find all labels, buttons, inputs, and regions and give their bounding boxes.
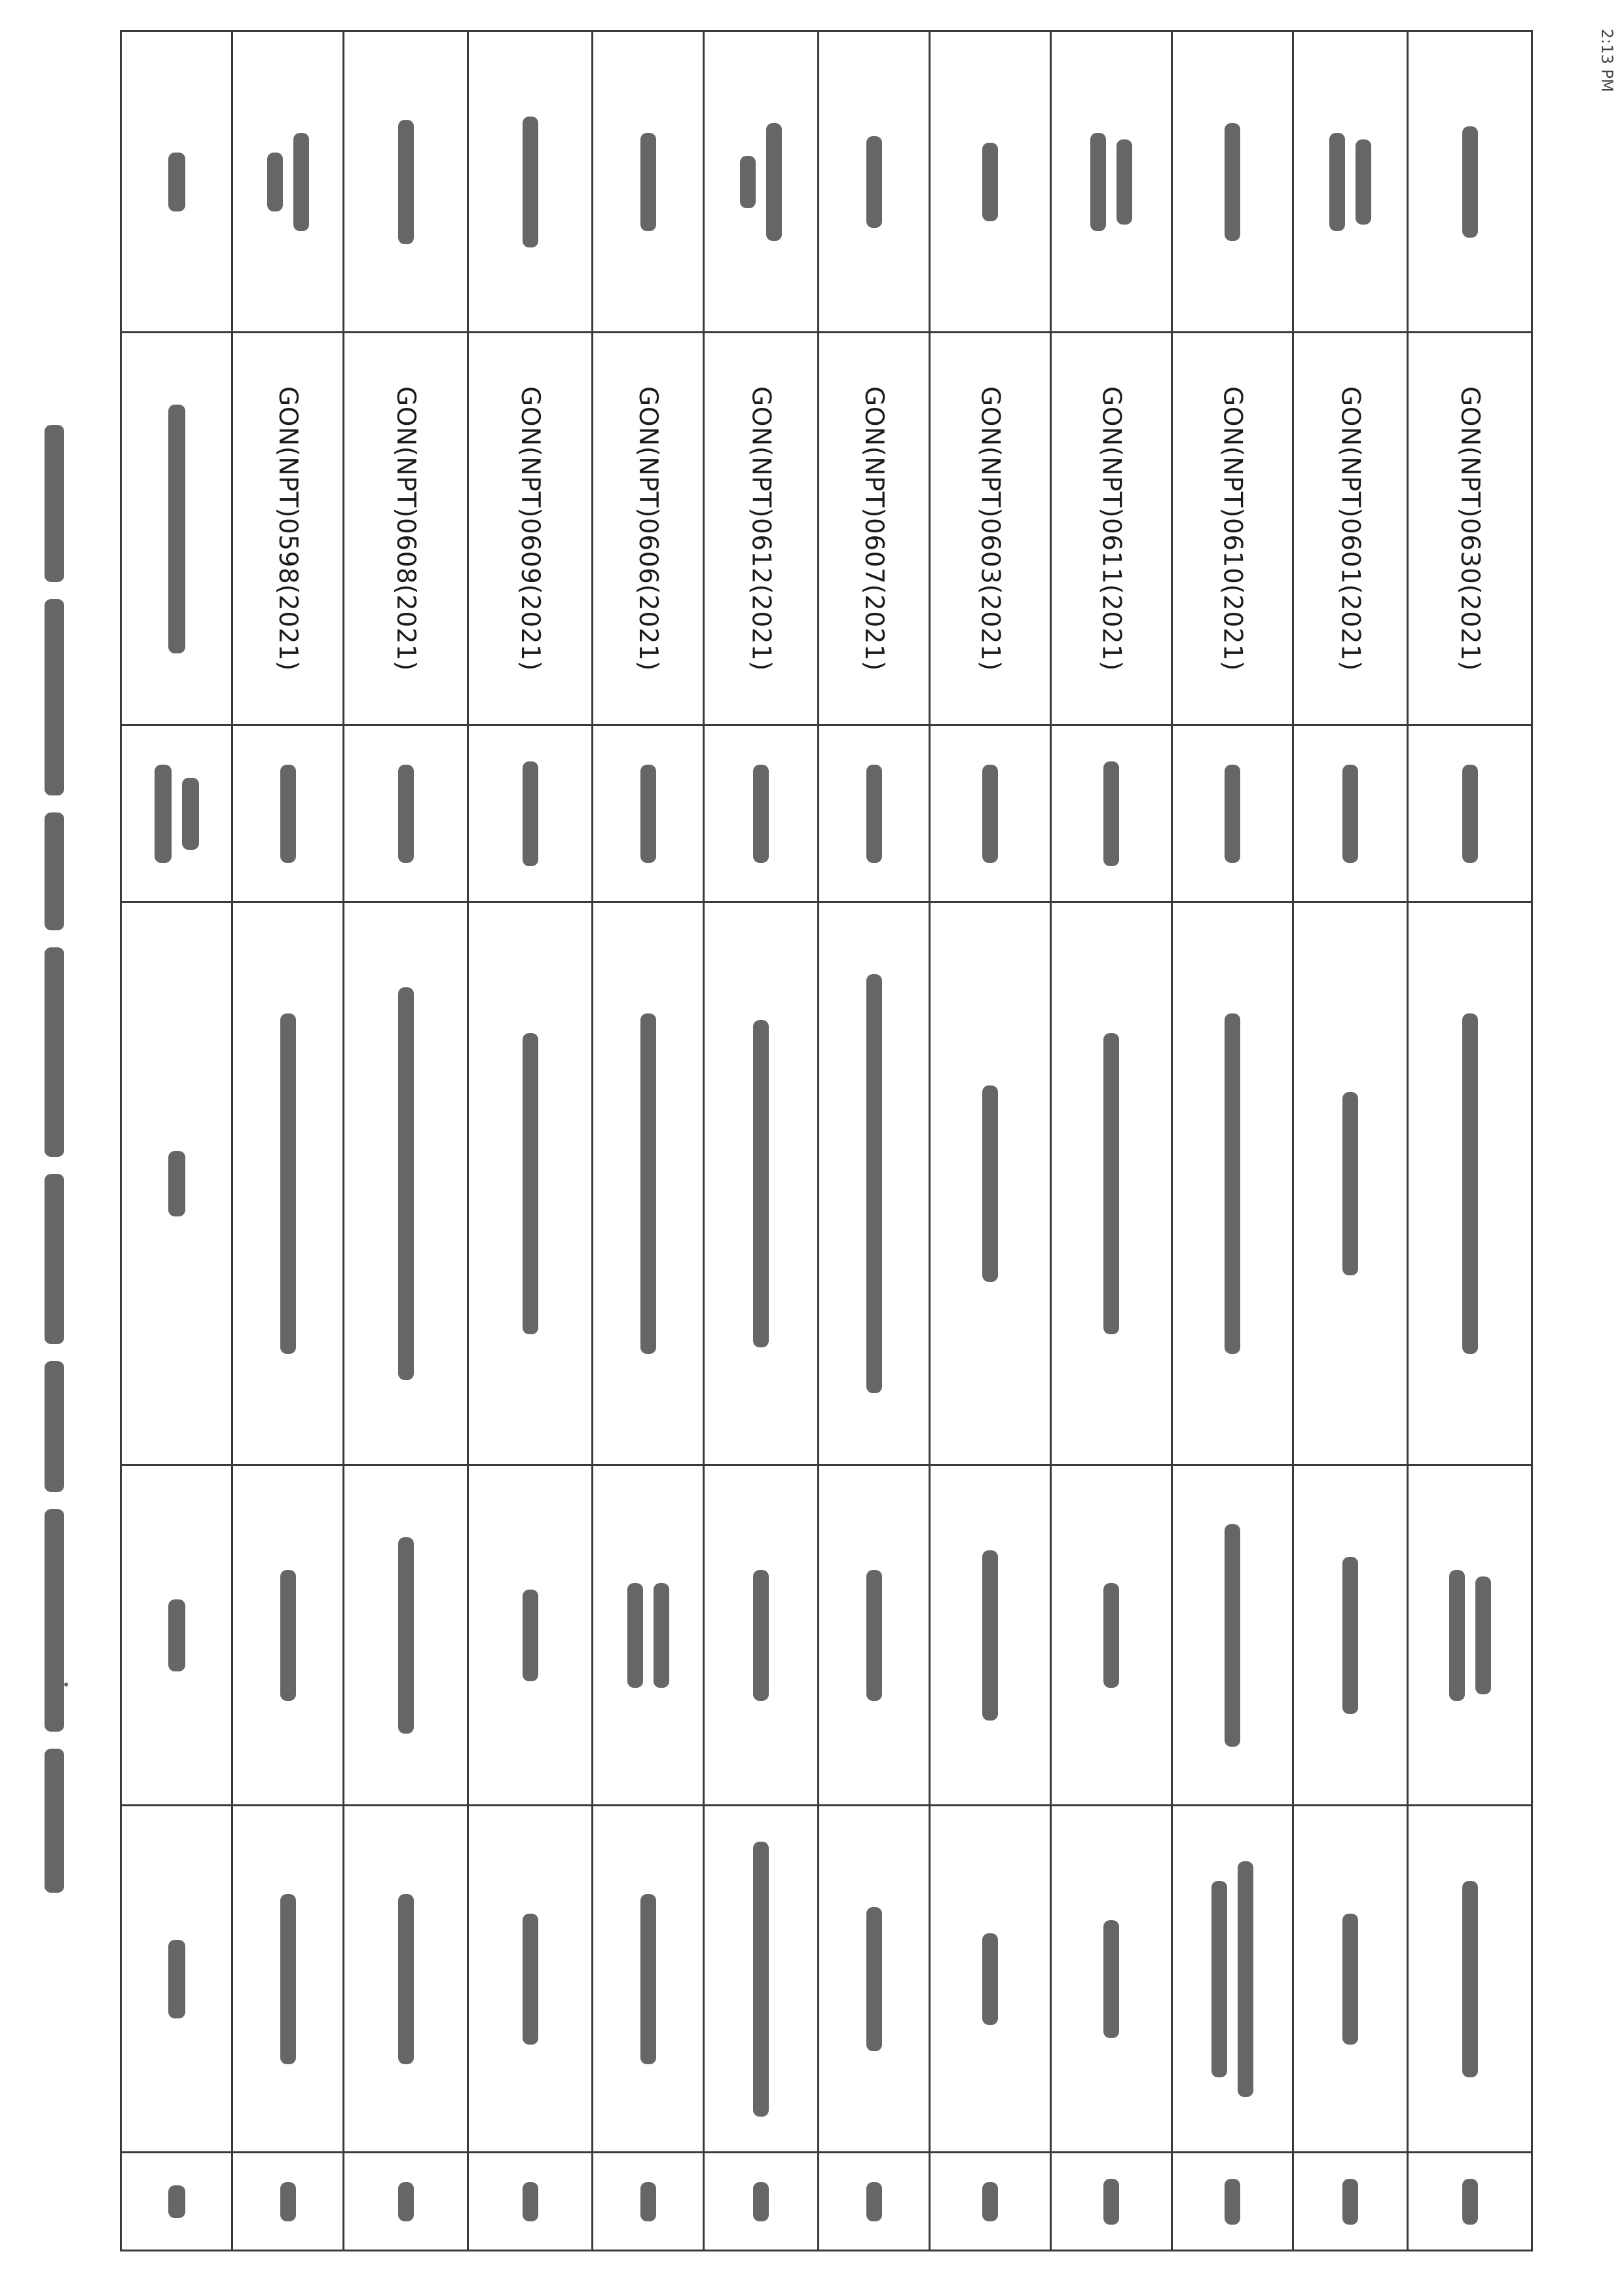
cell-license-type [1051,725,1172,902]
remark-column [121,31,1532,333]
untranscribed-text-placeholder [1462,1881,1478,2077]
cell-remark [930,31,1051,333]
cell-name [344,1806,468,2153]
no-column [121,2153,1532,2251]
cell-subject [704,1465,819,1806]
subject-column [121,1465,1532,1806]
cell-subject [1293,1465,1408,1806]
untranscribed-text-placeholder [1103,761,1119,866]
untranscribed-text-placeholder [1342,2179,1358,2225]
untranscribed-text-placeholder [1211,1861,1253,2097]
cell-license-no [344,333,468,725]
cell-license-no [819,333,930,725]
untranscribed-text-placeholder [627,1583,669,1688]
cell-license-type [930,725,1051,902]
untranscribed-text-placeholder [1342,1914,1358,2045]
header-no [121,2153,232,2251]
untranscribed-text-placeholder [398,2182,414,2221]
cell-subject [1051,1465,1172,1806]
cell-license-no [704,333,819,725]
license-no-text: GON(NPT)0630(2021) [1455,386,1485,671]
untranscribed-text-placeholder [866,136,882,228]
untranscribed-text-placeholder [740,123,782,241]
untranscribed-text-placeholder [866,1570,882,1701]
untranscribed-text-placeholder [982,2182,998,2221]
cell-license-type [232,725,344,902]
untranscribed-text-placeholder [1225,765,1240,863]
document-title [43,275,65,2043]
untranscribed-text-placeholder [982,1933,998,2025]
cell-name [1051,1806,1172,2153]
header-placeholder [155,765,199,863]
cell-no [468,2153,593,2251]
untranscribed-text-placeholder [640,765,656,863]
untranscribed-text-placeholder [753,2182,769,2221]
license-table [120,30,1533,2251]
cell-no [1172,2153,1293,2251]
cell-license-no [1408,333,1532,725]
cell-remark [1172,31,1293,333]
cell-license-type [819,725,930,902]
untranscribed-text-placeholder [1342,1092,1358,1275]
cell-license-type [468,725,593,902]
cell-subject [930,1465,1051,1806]
cell-license-no [930,333,1051,725]
untranscribed-text-placeholder [1225,123,1240,241]
untranscribed-text-placeholder [1103,1583,1119,1688]
license-no-column [121,333,1532,725]
cell-no [704,2153,819,2251]
untranscribed-text-placeholder [866,765,882,863]
cell-no [1051,2153,1172,2251]
header-license-no [121,333,232,725]
untranscribed-text-placeholder [1462,1013,1478,1354]
cell-remark [1408,31,1532,333]
cell-school [819,902,930,1465]
untranscribed-text-placeholder [1462,126,1478,238]
untranscribed-text-placeholder [523,1033,538,1334]
cell-school [1051,902,1172,1465]
license-no-text: GON(NPT)0609(2021) [515,386,545,671]
header-placeholder [168,153,185,211]
cell-school [930,902,1051,1465]
cell-license-type [1408,725,1532,902]
cell-remark [232,31,344,333]
untranscribed-text-placeholder [640,2182,656,2221]
untranscribed-text-placeholder [1225,2179,1240,2225]
cell-license-type [704,725,819,902]
license-no-text: GON(NPT)0598(2021) [273,386,303,671]
cell-school [1293,902,1408,1465]
cell-school [344,902,468,1465]
cell-remark [819,31,930,333]
untranscribed-text-placeholder [523,2182,538,2221]
untranscribed-text-placeholder [1342,1557,1358,1714]
untranscribed-text-placeholder [523,1590,538,1681]
license-no-text: GON(NPT)0607(2021) [859,386,889,671]
header-placeholder [168,1940,185,2018]
name-column [121,1806,1532,2153]
cell-no [819,2153,930,2251]
cell-school [1408,902,1532,1465]
header-subject [121,1465,232,1806]
untranscribed-text-placeholder [640,133,656,231]
cell-no [232,2153,344,2251]
cell-no [930,2153,1051,2251]
time-stamp: 2:13 PM [1598,29,1616,92]
untranscribed-text-placeholder [280,1013,296,1354]
license-no-text: GON(NPT)0612(2021) [746,386,776,671]
untranscribed-text-placeholder [1090,133,1132,231]
untranscribed-text-placeholder [1329,133,1371,231]
cell-license-no [593,333,704,725]
untranscribed-text-placeholder [523,761,538,866]
cell-license-no [1051,333,1172,725]
cell-subject [1408,1465,1532,1806]
cell-name [468,1806,593,2153]
header-placeholder [168,1599,185,1671]
untranscribed-text-placeholder [982,1550,998,1721]
cell-subject [344,1465,468,1806]
cell-name [704,1806,819,2153]
license-no-text: GON(NPT)0603(2021) [975,386,1005,671]
untranscribed-text-placeholder [1225,1013,1240,1354]
license-no-text: GON(NPT)0601(2021) [1335,386,1365,671]
cell-remark [593,31,704,333]
untranscribed-text-placeholder [982,143,998,221]
cell-license-type [1293,725,1408,902]
untranscribed-text-placeholder [1449,1570,1491,1701]
cell-name [1172,1806,1293,2153]
school-column [121,902,1532,1465]
cell-subject [593,1465,704,1806]
untranscribed-text-placeholder [280,1894,296,2064]
license-no-text: GON(NPT)0606(2021) [633,386,663,671]
cell-name [930,1806,1051,2153]
untranscribed-text-placeholder [280,1570,296,1701]
untranscribed-text-placeholder [398,1894,414,2064]
untranscribed-text-placeholder [866,2182,882,2221]
untranscribed-text-placeholder [1462,765,1478,863]
untranscribed-text-placeholder [1342,765,1358,863]
cell-school [704,902,819,1465]
untranscribed-text-placeholder [1103,1920,1119,2038]
cell-no [1408,2153,1532,2251]
cell-license-no [1172,333,1293,725]
untranscribed-text-placeholder [640,1013,656,1354]
untranscribed-text-placeholder [753,765,769,863]
cell-license-no [1293,333,1408,725]
header-name [121,1806,232,2153]
cell-school [593,902,704,1465]
untranscribed-text-placeholder [523,117,538,247]
cell-license-type [1172,725,1293,902]
untranscribed-text-placeholder [398,987,414,1380]
license-no-text: GON(NPT)0611(2021) [1096,386,1126,671]
cell-school [232,902,344,1465]
untranscribed-text-placeholder [982,765,998,863]
cell-name [1293,1806,1408,2153]
untranscribed-text-placeholder [267,133,309,231]
cell-license-type [593,725,704,902]
untranscribed-text-placeholder [1103,1033,1119,1334]
cell-remark [1293,31,1408,333]
cell-subject [232,1465,344,1806]
license-no-text: GON(NPT)0608(2021) [391,386,420,671]
untranscribed-text-placeholder [398,1537,414,1734]
header-placeholder [168,1151,185,1216]
untranscribed-text-placeholder [1103,2179,1119,2225]
cell-school [1172,902,1293,1465]
cell-remark [344,31,468,333]
untranscribed-text-placeholder [982,1085,998,1282]
cell-no [593,2153,704,2251]
cell-license-type [344,725,468,902]
untranscribed-text-placeholder [398,765,414,863]
cell-name [1408,1806,1532,2153]
cell-school [468,902,593,1465]
cell-subject [819,1465,930,1806]
cell-no [344,2153,468,2251]
untranscribed-text-placeholder [753,1020,769,1347]
untranscribed-text-placeholder [1462,2179,1478,2225]
cell-remark [1051,31,1172,333]
cell-subject [468,1465,593,1806]
cell-name [232,1806,344,2153]
header-placeholder [168,2185,185,2218]
cell-license-no [232,333,344,725]
cell-no [1293,2153,1408,2251]
untranscribed-text-placeholder [866,974,882,1393]
header-school [121,902,232,1465]
header-placeholder [168,405,185,653]
untranscribed-text-placeholder [866,1907,882,2051]
license-no-text: GON(NPT)0610(2021) [1217,386,1247,671]
untranscribed-text-placeholder [753,1842,769,2117]
header-license-type [121,725,232,902]
cell-subject [1172,1465,1293,1806]
cell-name [593,1806,704,2153]
untranscribed-text-placeholder [753,1570,769,1701]
untranscribed-text-placeholder [523,1914,538,2045]
untranscribed-text-placeholder [640,1894,656,2064]
cell-remark [468,31,593,333]
header-remark [121,31,232,333]
cell-name [819,1806,930,2153]
untranscribed-text-placeholder [398,120,414,244]
untranscribed-text-placeholder [1225,1524,1240,1747]
untranscribed-text-placeholder [280,2182,296,2221]
cell-license-no [468,333,593,725]
license-type-column [121,725,1532,902]
cell-remark [704,31,819,333]
untranscribed-text-placeholder [280,765,296,863]
